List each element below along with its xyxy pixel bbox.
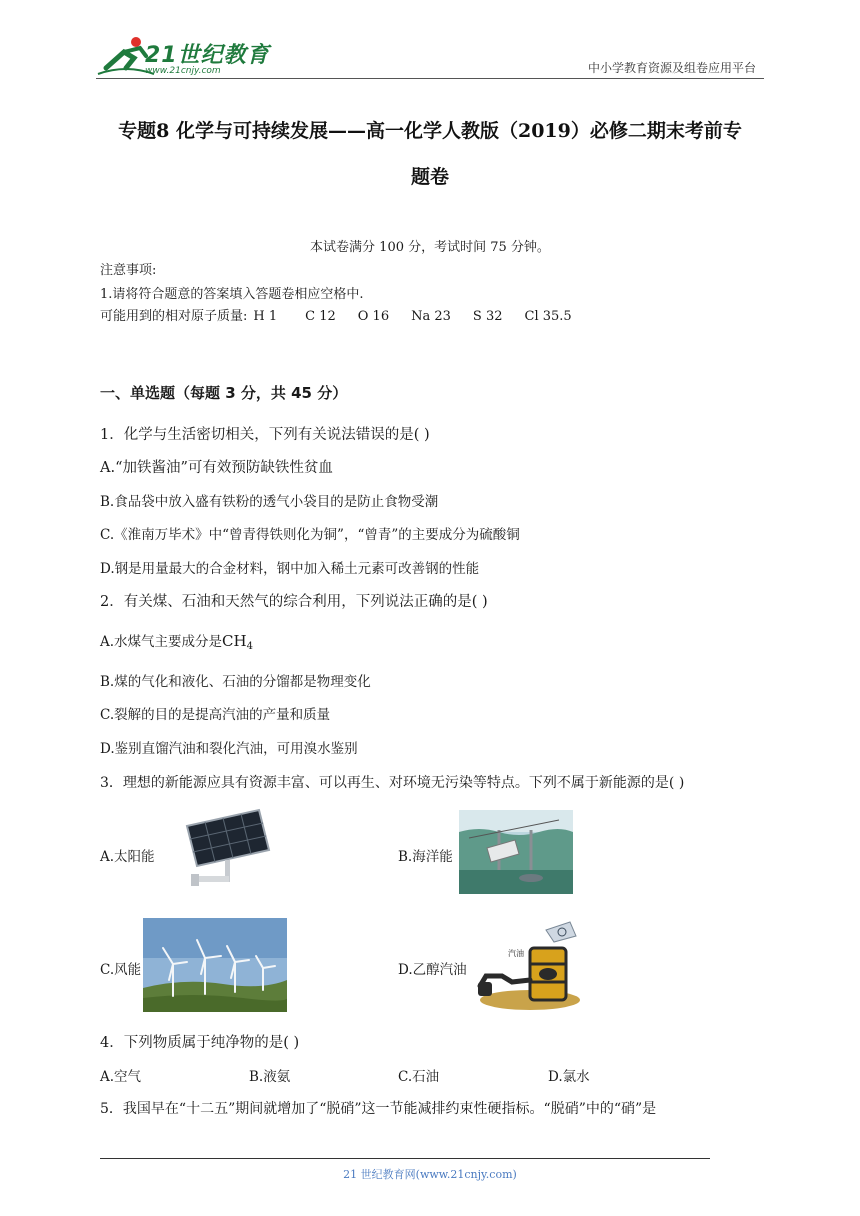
question-2-option-d: D.鉴别直馏汽油和裂化汽油，可用溴水鉴别 (100, 741, 358, 757)
question-4-stem: 4．下列物质属于纯净物的是( ) (100, 1035, 300, 1051)
question-2-option-a (100, 630, 253, 652)
question-1-stem: 1．化学与生活密切相关，下列有关说法错误的是( ) (100, 427, 430, 443)
question-3-option-d: D.乙醇汽油 (398, 962, 467, 978)
mass-na: Na 23 (411, 309, 451, 324)
question-3-option-b: B.海洋能 (398, 849, 453, 865)
notes-title: 注意事项: (100, 263, 157, 278)
barrel-label: 汽油 (508, 949, 524, 958)
title-line-1: 专题8 化学与可持续发展——高一化学人教版（2019）必修二期末考前专 (118, 120, 742, 142)
question-4-option-d: D.氯水 (548, 1069, 590, 1085)
wind-turbine-image (143, 918, 287, 1012)
mass-h: H 1 (253, 309, 278, 324)
question-1-option-a: A.“加铁酱油”可有效预防缺铁性贫血 (100, 460, 333, 476)
solar-panel-icon (183, 808, 273, 890)
mass-label: 可能用到的相对原子质量: (100, 309, 248, 324)
solar-panel-image (183, 808, 273, 890)
question-4-option-c: C.石油 (398, 1069, 440, 1085)
formula-subscript: 4 (246, 641, 253, 652)
question-3-option-c: C.风能 (100, 962, 142, 978)
footer-divider (100, 1158, 710, 1159)
question-2-option-c: C.裂解的目的是提高汽油的产量和质量 (100, 707, 331, 723)
logo-text: 21世纪教育 (145, 43, 270, 68)
formula-ch: CH (222, 632, 247, 650)
note-1: 1.请将符合题意的答案填入答题卷相应空格中. (100, 287, 364, 302)
fuel-barrel-icon (474, 920, 582, 1012)
mass-o: O 16 (357, 309, 390, 324)
option-a-text: A.水煤气主要成分是 (100, 634, 223, 650)
score-time-info: 本试卷满分 100 分，考试时间 75 分钟。 (310, 240, 550, 255)
question-4-option-b: B.液氨 (249, 1069, 291, 1085)
question-5-stem: 5．我国早在“十二五”期间就增加了“脱硝”这一节能减排约束性硬指标。“脱硝”中的“硝”是 (100, 1101, 657, 1117)
header-divider (96, 78, 764, 79)
platform-name: 中小学教育资源及组卷应用平台 (587, 61, 756, 75)
title-line-2: 题卷 (410, 166, 449, 188)
question-2-option-b: B.煤的气化和液化、石油的分馏都是物理变化 (100, 674, 371, 690)
question-1-option-c: C.《淮南万毕术》中“曾青得铁则化为铜”，“曾青”的主要成分为硫酸铜 (100, 527, 520, 543)
question-2-stem: 2．有关煤、石油和天然气的综合利用，下列说法正确的是( ) (100, 594, 488, 610)
page-title (96, 108, 764, 200)
wind-turbine-icon (143, 918, 287, 1012)
mass-c: C 12 (305, 309, 336, 324)
mass-cl: Cl 35.5 (524, 309, 572, 324)
logo-url: www.21cnjy.com (145, 66, 221, 76)
question-3-option-a: A.太阳能 (100, 849, 155, 865)
atomic-masses (100, 305, 572, 324)
question-3-stem: 3．理想的新能源应具有资源丰富、可以再生、对环境无污染等特点。下列不属于新能源的是( ) (100, 775, 685, 791)
question-1-option-b: B.食品袋中放入盛有铁粉的透气小袋目的是防止食物受潮 (100, 494, 439, 510)
section-heading: 一、单选题（每题 3 分，共 45 分） (100, 384, 348, 402)
question-1-option-d: D.钢是用量最大的合金材料，钢中加入稀土元素可改善钢的性能 (100, 561, 480, 577)
mass-s: S 32 (472, 309, 503, 324)
ocean-energy-image (459, 810, 573, 894)
ocean-turbine-icon (459, 810, 573, 894)
ethanol-gasoline-image (474, 920, 582, 1012)
question-4-option-a: A.空气 (100, 1069, 142, 1085)
footer-link[interactable]: 21 世纪教育网(www.21cnjy.com) (343, 1168, 517, 1181)
